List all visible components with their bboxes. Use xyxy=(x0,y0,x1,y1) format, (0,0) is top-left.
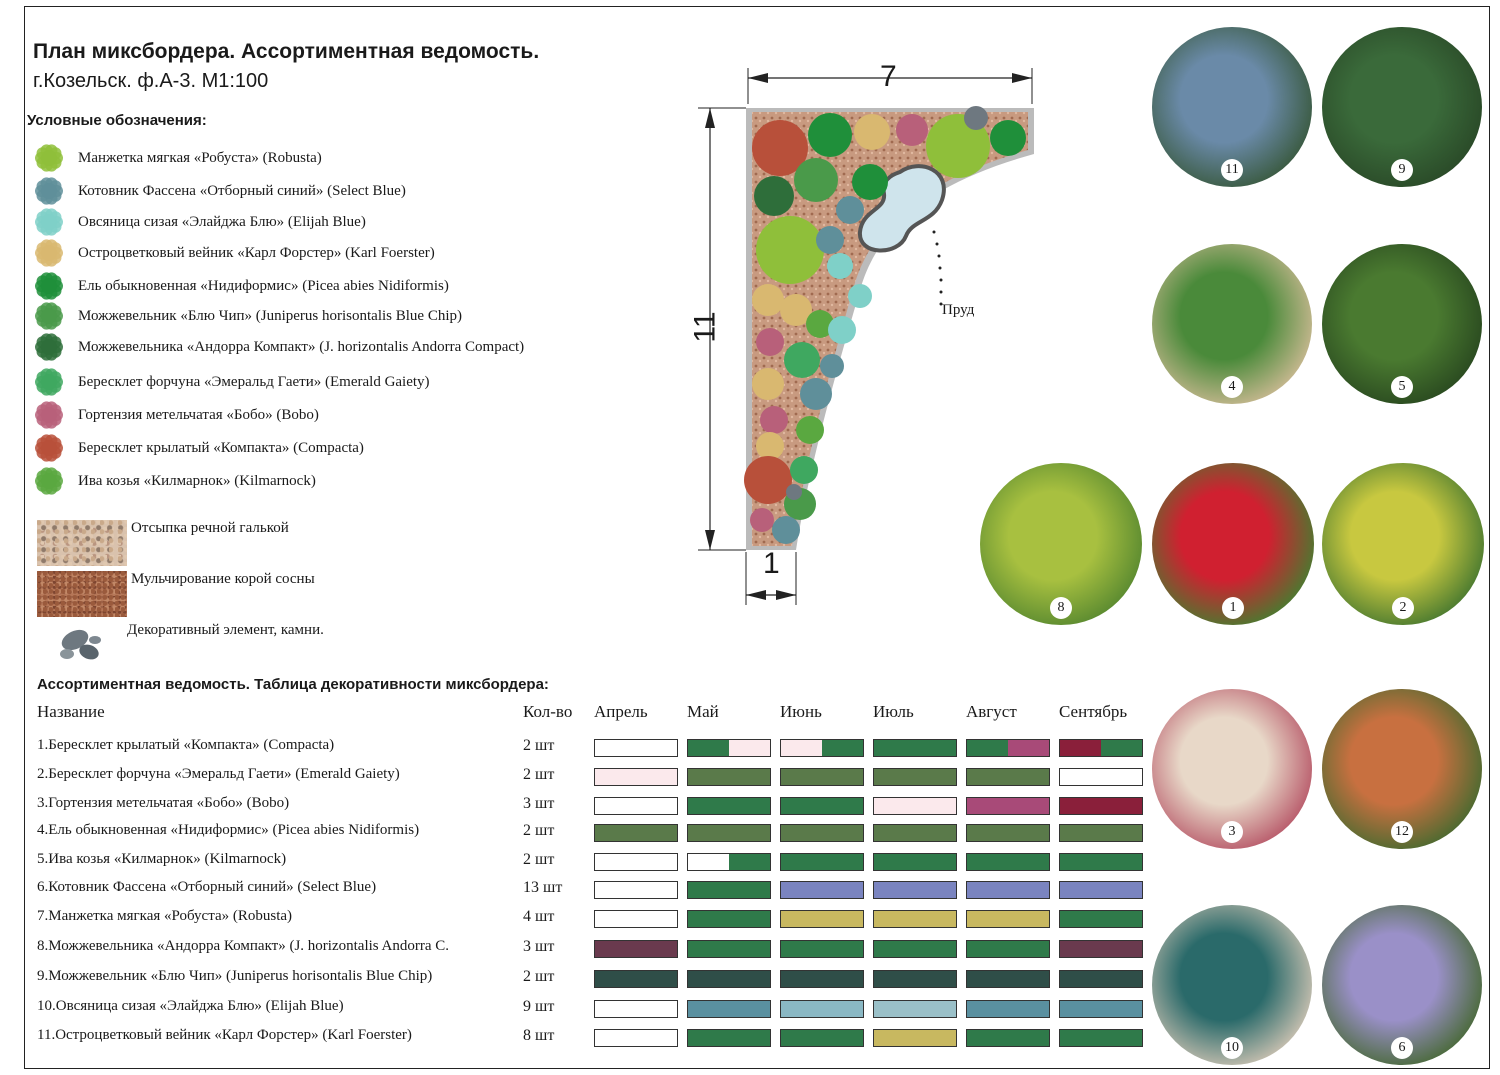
color-segment xyxy=(967,971,1049,987)
mulch-swatch-icon xyxy=(37,571,127,617)
legend-surface-label: Декоративный элемент, камни. xyxy=(127,622,324,638)
decorativeness-cell xyxy=(873,910,957,928)
legend-item xyxy=(34,433,364,463)
legend-item-label: Котовник Фассена «Отборный синий» (Select Blue) xyxy=(78,182,406,199)
decorativeness-cell xyxy=(780,853,864,871)
color-segment xyxy=(1060,854,1142,870)
plant-quantity: 2 шт xyxy=(523,766,555,783)
photo-number: 3 xyxy=(1221,821,1243,843)
decorativeness-cell xyxy=(1059,1000,1143,1018)
plant-photo xyxy=(1152,244,1312,404)
color-segment xyxy=(1060,769,1142,785)
month-header: Август xyxy=(966,702,1017,721)
table-row xyxy=(37,879,1147,903)
decorativeness-cell xyxy=(966,853,1050,871)
color-segment xyxy=(781,1030,863,1046)
color-segment xyxy=(595,1001,677,1017)
legend-surface-mulch xyxy=(37,571,315,617)
reed-grass-icon xyxy=(34,238,64,268)
photo-number: 8 xyxy=(1050,597,1072,619)
catmint-icon xyxy=(34,176,64,206)
color-segment xyxy=(595,769,677,785)
legend-item-label: Овсяница сизая «Элайджа Блю» (Elijah Blue) xyxy=(78,213,366,230)
decorativeness-cell xyxy=(1059,881,1143,899)
legend-item-label: Манжетка мягкая «Робуста» (Robusta) xyxy=(78,149,322,166)
legend-item xyxy=(34,332,524,362)
legend-item-label: Ива козья «Килмарнок» (Kilmarnock) xyxy=(78,472,316,489)
spruce-icon xyxy=(34,271,64,301)
column-qty-header: Кол-во xyxy=(523,702,573,721)
legend-item-label: Гортензия метельчатая «Бобо» (Bobo) xyxy=(78,406,319,423)
photo-number: 2 xyxy=(1392,597,1414,619)
decorativeness-cell xyxy=(687,768,771,786)
legend-item-label: Бересклет форчуна «Эмеральд Гаети» (Emerald Gaiety) xyxy=(78,373,430,390)
table-row xyxy=(37,1027,1147,1051)
hydrangea-icon xyxy=(34,400,64,430)
plant-name: 1.Бересклет крылатый «Компакта» (Compacta) xyxy=(37,737,335,753)
table-row xyxy=(37,908,1147,932)
decorativeness-cell xyxy=(966,824,1050,842)
decorativeness-cell xyxy=(594,1000,678,1018)
decorativeness-cell xyxy=(966,739,1050,757)
color-segment xyxy=(967,769,1049,785)
table-row xyxy=(37,766,1147,790)
color-segment xyxy=(874,911,956,927)
color-segment xyxy=(967,798,1049,814)
plant-photo xyxy=(980,463,1142,625)
decorativeness-cell xyxy=(594,797,678,815)
legend-surface-pebble xyxy=(37,520,289,566)
color-segment xyxy=(967,740,1008,756)
plant-name: 3.Гортензия метельчатая «Бобо» (Bobo) xyxy=(37,795,290,811)
color-segment xyxy=(967,825,1049,841)
table-row xyxy=(37,737,1147,761)
photo-number: 10 xyxy=(1221,1037,1243,1059)
plant-photo xyxy=(1322,463,1484,625)
decorativeness-cell xyxy=(687,970,771,988)
decorativeness-cell xyxy=(687,824,771,842)
color-segment xyxy=(688,882,770,898)
legend-item-label: Ель обыкновенная «Нидиформис» (Picea abies Nidiformis) xyxy=(78,277,449,294)
plant-quantity: 2 шт xyxy=(523,822,555,839)
decorativeness-cell xyxy=(594,824,678,842)
plant-photo xyxy=(1152,27,1312,187)
color-segment xyxy=(781,882,863,898)
decorativeness-cell xyxy=(780,970,864,988)
decorativeness-cell xyxy=(780,881,864,899)
color-segment xyxy=(688,854,729,870)
decorativeness-cell xyxy=(1059,940,1143,958)
color-segment xyxy=(595,882,677,898)
dimension-side: 11 xyxy=(688,311,722,343)
color-segment xyxy=(688,740,729,756)
photo-number: 1 xyxy=(1222,597,1244,619)
decorativeness-cell xyxy=(1059,797,1143,815)
color-segment xyxy=(874,825,956,841)
decorativeness-cell xyxy=(594,739,678,757)
plant-name: 9.Можжевельник «Блю Чип» (Juniperus horisontalis Blue Chip) xyxy=(37,968,433,984)
color-segment xyxy=(874,1030,956,1046)
color-segment xyxy=(781,1001,863,1017)
color-segment xyxy=(1060,941,1142,957)
plant-quantity: 9 шт xyxy=(523,998,555,1015)
legend-surface-label: Отсыпка речной галькой xyxy=(131,520,289,536)
legend-surface-stones xyxy=(37,622,324,668)
legend-item xyxy=(34,367,430,397)
decorativeness-cell xyxy=(873,824,957,842)
willow-icon xyxy=(34,466,64,496)
month-header: Июль xyxy=(873,702,914,721)
plant-photo xyxy=(1322,244,1482,404)
color-segment xyxy=(781,769,863,785)
dimension-top: 7 xyxy=(880,60,897,93)
decorativeness-cell xyxy=(873,797,957,815)
euonymus-fortunei-icon xyxy=(34,367,64,397)
color-segment xyxy=(688,971,770,987)
decorativeness-cell xyxy=(1059,910,1143,928)
legend-item xyxy=(34,207,366,237)
plant-name: 5.Ива козья «Килмарнок» (Kilmarnock) xyxy=(37,851,287,867)
legend-item xyxy=(34,176,406,206)
color-segment xyxy=(729,854,770,870)
color-segment xyxy=(595,941,677,957)
legend-item xyxy=(34,466,316,496)
stones-icon xyxy=(37,622,127,668)
decorativeness-cell xyxy=(966,1029,1050,1047)
legend-item-label: Можжевельник «Блю Чип» (Juniperus horisontalis Blue Chip) xyxy=(78,307,462,324)
color-segment xyxy=(1060,882,1142,898)
table-row xyxy=(37,851,1147,875)
decorativeness-cell xyxy=(687,797,771,815)
juniper-blue-chip-icon xyxy=(34,301,64,331)
decorativeness-cell xyxy=(873,1000,957,1018)
color-segment xyxy=(874,1001,956,1017)
decorativeness-cell xyxy=(1059,1029,1143,1047)
decorativeness-cell xyxy=(966,970,1050,988)
decorativeness-cell xyxy=(966,768,1050,786)
legend-surface-label: Мульчирование корой сосны xyxy=(131,571,315,587)
page-subtitle: г.Козельск. ф.А-3. М1:100 xyxy=(33,70,269,92)
color-segment xyxy=(874,798,956,814)
page-title: План миксбордера. Ассортиментная ведомость. xyxy=(33,40,540,63)
decorativeness-cell xyxy=(687,881,771,899)
lady-mantle-icon xyxy=(34,143,64,173)
color-segment xyxy=(1008,740,1049,756)
decorativeness-cell xyxy=(873,853,957,871)
decorativeness-cell xyxy=(594,940,678,958)
decorativeness-cell xyxy=(780,940,864,958)
decorativeness-cell xyxy=(1059,970,1143,988)
plant-name: 4.Ель обыкновенная «Нидиформис» (Picea abies Nidiformis) xyxy=(37,822,420,838)
decorativeness-cell xyxy=(966,940,1050,958)
table-row xyxy=(37,938,1147,962)
color-segment xyxy=(1101,740,1142,756)
legend-item-label: Бересклет крылатый «Компакта» (Compacta) xyxy=(78,439,364,456)
color-segment xyxy=(874,971,956,987)
plant-name: 10.Овсяница сизая «Элайджа Блю» (Elijah Blue) xyxy=(37,998,344,1014)
decorativeness-cell xyxy=(1059,853,1143,871)
color-segment xyxy=(822,740,863,756)
decorativeness-cell xyxy=(966,881,1050,899)
plant-photo xyxy=(1152,689,1312,849)
photo-number: 9 xyxy=(1391,159,1413,181)
plant-quantity: 2 шт xyxy=(523,851,555,868)
color-segment xyxy=(595,740,677,756)
color-segment xyxy=(595,911,677,927)
table-row xyxy=(37,822,1147,846)
decorativeness-cell xyxy=(780,910,864,928)
decorativeness-cell xyxy=(594,853,678,871)
fescue-icon xyxy=(34,207,64,237)
color-segment xyxy=(729,740,770,756)
legend-heading: Условные обозначения: xyxy=(27,112,207,129)
color-segment xyxy=(688,798,770,814)
euonymus-alatus-icon xyxy=(34,433,64,463)
plant-name: 2.Бересклет форчуна «Эмеральд Гаети» (Emerald Gaiety) xyxy=(37,766,400,782)
photo-number: 5 xyxy=(1391,376,1413,398)
color-segment xyxy=(967,941,1049,957)
legend-item xyxy=(34,271,449,301)
plant-quantity: 3 шт xyxy=(523,938,555,955)
decorativeness-cell xyxy=(966,910,1050,928)
pebble-swatch-icon xyxy=(37,520,127,566)
decorativeness-cell xyxy=(687,940,771,958)
color-segment xyxy=(595,971,677,987)
decorativeness-cell xyxy=(780,1000,864,1018)
color-segment xyxy=(688,825,770,841)
juniper-andorra-icon xyxy=(34,332,64,362)
color-segment xyxy=(595,825,677,841)
color-segment xyxy=(874,882,956,898)
color-segment xyxy=(967,882,1049,898)
color-segment xyxy=(1060,798,1142,814)
decorativeness-cell xyxy=(780,768,864,786)
color-segment xyxy=(1060,1001,1142,1017)
plant-quantity: 2 шт xyxy=(523,737,555,754)
color-segment xyxy=(688,1001,770,1017)
decorativeness-cell xyxy=(873,881,957,899)
month-header: Июнь xyxy=(780,702,822,721)
color-segment xyxy=(595,854,677,870)
color-segment xyxy=(781,911,863,927)
plant-quantity: 13 шт xyxy=(523,879,563,896)
color-segment xyxy=(688,941,770,957)
color-segment xyxy=(781,854,863,870)
decorativeness-cell xyxy=(594,970,678,988)
legend-item xyxy=(34,301,462,331)
decorativeness-cell xyxy=(780,824,864,842)
color-segment xyxy=(874,941,956,957)
plant-photo xyxy=(1152,463,1314,625)
color-segment xyxy=(874,740,956,756)
color-segment xyxy=(688,769,770,785)
decorativeness-cell xyxy=(594,768,678,786)
decorativeness-cell xyxy=(873,739,957,757)
color-segment xyxy=(967,911,1049,927)
decorativeness-cell xyxy=(687,1000,771,1018)
photo-number: 11 xyxy=(1221,159,1243,181)
decorativeness-cell xyxy=(873,970,957,988)
legend-item xyxy=(34,238,435,268)
plant-photo xyxy=(1152,905,1312,1065)
decorativeness-cell xyxy=(1059,739,1143,757)
photo-number: 4 xyxy=(1221,376,1243,398)
color-segment xyxy=(688,1030,770,1046)
color-segment xyxy=(595,798,677,814)
table-row xyxy=(37,795,1147,819)
color-segment xyxy=(781,941,863,957)
table-row xyxy=(37,968,1147,992)
color-segment xyxy=(1060,825,1142,841)
plant-photo xyxy=(1322,905,1482,1065)
color-segment xyxy=(781,825,863,841)
color-segment xyxy=(967,1001,1049,1017)
photo-number: 12 xyxy=(1391,821,1413,843)
color-segment xyxy=(1060,971,1142,987)
legend-item xyxy=(34,143,322,173)
color-segment xyxy=(595,1030,677,1046)
decorativeness-cell xyxy=(966,797,1050,815)
color-segment xyxy=(781,798,863,814)
decorativeness-cell xyxy=(780,1029,864,1047)
plant-name: 6.Котовник Фассена «Отборный синий» (Select Blue) xyxy=(37,879,377,895)
color-segment xyxy=(781,971,863,987)
month-header: Май xyxy=(687,702,719,721)
plant-quantity: 3 шт xyxy=(523,795,555,812)
color-segment xyxy=(688,911,770,927)
column-name-header: Название xyxy=(37,702,105,721)
color-segment xyxy=(1060,1030,1142,1046)
decorativeness-cell xyxy=(594,881,678,899)
table-heading: Ассортиментная ведомость. Таблица декоративности миксбордера: xyxy=(37,676,549,693)
color-segment xyxy=(781,740,822,756)
color-segment xyxy=(1060,740,1101,756)
color-segment xyxy=(1060,911,1142,927)
legend-item-label: Можжевельника «Андорра Компакт» (J. horizontalis Andorra Compact) xyxy=(78,338,525,355)
month-header: Апрель xyxy=(594,702,648,721)
plant-photo xyxy=(1322,27,1482,187)
color-segment xyxy=(967,1030,1049,1046)
decorativeness-cell xyxy=(873,1029,957,1047)
photo-number: 6 xyxy=(1391,1037,1413,1059)
decorativeness-cell xyxy=(1059,824,1143,842)
plant-quantity: 4 шт xyxy=(523,908,555,925)
plant-name: 7.Манжетка мягкая «Робуста» (Robusta) xyxy=(37,908,293,924)
decorativeness-cell xyxy=(873,940,957,958)
legend-item-label: Остроцветковый вейник «Карл Форстер» (Karl Foerster) xyxy=(78,244,435,261)
decorativeness-cell xyxy=(780,739,864,757)
decorativeness-cell xyxy=(687,853,771,871)
plant-quantity: 8 шт xyxy=(523,1027,555,1044)
plant-name: 8.Можжевельника «Андорра Компакт» (J. horizontalis Andorra C. xyxy=(37,938,450,954)
decorativeness-cell xyxy=(687,739,771,757)
decorativeness-cell xyxy=(966,1000,1050,1018)
decorativeness-cell xyxy=(687,910,771,928)
color-segment xyxy=(967,854,1049,870)
plant-quantity: 2 шт xyxy=(523,968,555,985)
decorativeness-cell xyxy=(1059,768,1143,786)
decorativeness-cell xyxy=(687,1029,771,1047)
color-segment xyxy=(874,854,956,870)
pond-label: Пруд xyxy=(942,302,975,318)
month-header: Сентябрь xyxy=(1059,702,1128,721)
plant-photo xyxy=(1322,689,1482,849)
decorativeness-cell xyxy=(594,1029,678,1047)
decorativeness-cell xyxy=(873,768,957,786)
decorativeness-cell xyxy=(780,797,864,815)
color-segment xyxy=(874,769,956,785)
plant-name: 11.Остроцветковый вейник «Карл Форстер» (Karl Foerster) xyxy=(37,1027,412,1043)
dimension-bottom: 1 xyxy=(763,547,780,580)
decorativeness-cell xyxy=(594,910,678,928)
table-row xyxy=(37,998,1147,1022)
legend-item xyxy=(34,400,319,430)
